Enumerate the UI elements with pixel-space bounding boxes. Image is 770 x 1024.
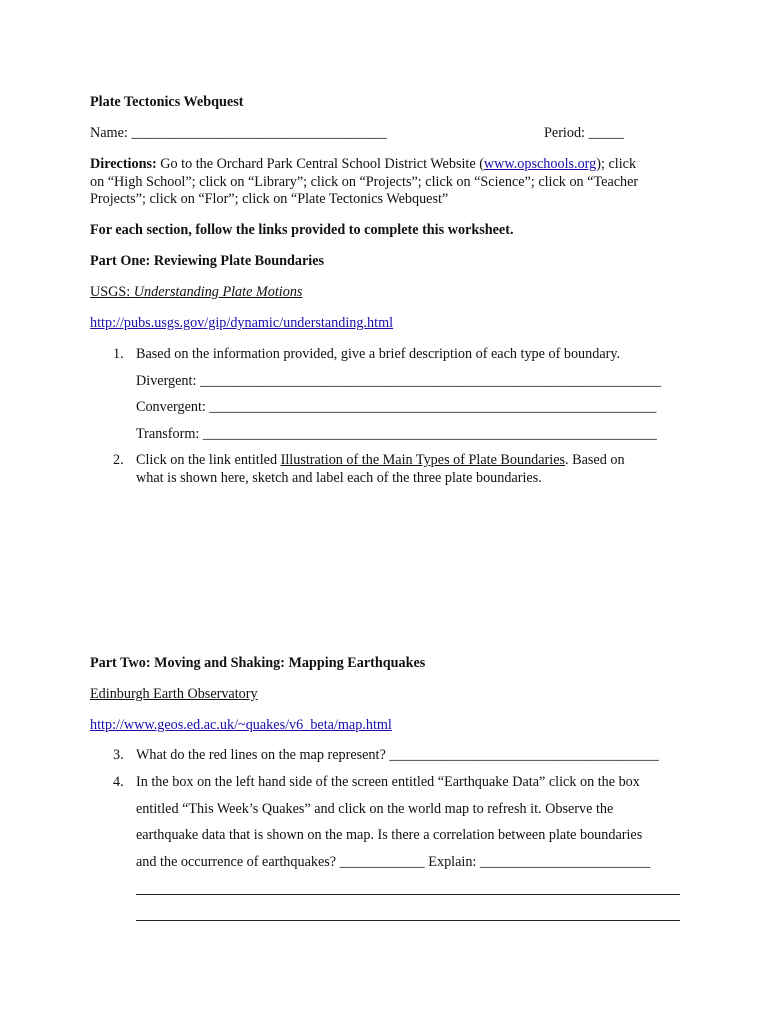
worksheet-title: Plate Tectonics Webquest [90,94,244,110]
directions-line-3: Projects”; click on “Flor”; click on “Plate Tectonics Webquest” [90,191,449,207]
question-1-number: 1. [113,346,124,362]
question-4-line-4[interactable]: and the occurrence of earthquakes? ____________ Explain: ________________________ [136,854,651,870]
edinburgh-link[interactable]: http://www.geos.ed.ac.uk/~quakes/v6_beta/map.html [90,717,392,733]
question-2-text [136,452,625,469]
question-4-line-1: In the box on the left hand side of the screen entitled “Earthquake Data” click on the box [136,774,640,790]
directions-text-2: ); click [596,156,637,172]
edinburgh-source: Edinburgh Earth Observatory [90,686,258,702]
usgs-link[interactable]: http://pubs.usgs.gov/gip/dynamic/understanding.html [90,315,394,331]
question-2-number: 2. [113,452,124,468]
answer-line-2[interactable] [136,920,680,921]
convergent-field[interactable]: Convergent: _______________________________________________________________ [136,399,657,415]
question-4-line-2: entitled “This Week’s Quakes” and click on the world map to refresh it. Observe the [136,801,614,817]
opschools-link[interactable]: www.opschools.org [483,156,597,172]
transform-field[interactable]: Transform: ________________________________________________________________ [136,426,657,442]
period-field[interactable]: Period: _____ [544,125,624,141]
question-2-text-1: Click on the link entitled [136,452,281,468]
question-4-line-3: earthquake data that is shown on the map. Is there a correlation between plate boundaries [136,827,643,843]
question-4-number: 4. [113,774,124,790]
directions-line-1 [90,156,636,173]
question-1-text: Based on the information provided, give a brief description of each type of boundary. [136,346,621,362]
divergent-field[interactable]: Divergent: _________________________________________________________________ [136,373,662,389]
usgs-source [90,284,302,301]
usgs-source-title: Understanding Plate Motions [133,284,303,300]
plate-boundaries-illustration-link[interactable]: Illustration of the Main Types of Plate Boundaries [280,452,566,468]
question-2-line-2: what is shown here, sketch and label each of the three plate boundaries. [136,470,542,486]
question-2-text-2: . Based on [565,452,625,468]
part-one-heading: Part One: Reviewing Plate Boundaries [90,253,325,269]
part-two-heading: Part Two: Moving and Shaking: Mapping Earthquakes [90,655,426,671]
question-3-text[interactable]: What do the red lines on the map represent? ______________________________________ [136,747,659,763]
directions-line-2: on “High School”; click on “Library”; click on “Projects”; click on “Science”; click on “Teacher [90,174,639,190]
directions-label: Directions: [90,156,157,172]
usgs-source-prefix: USGS: [90,284,134,300]
answer-line-1[interactable] [136,894,680,895]
directions-text-1: Go to the Orchard Park Central School District Website ( [156,156,484,172]
question-3-number: 3. [113,747,124,763]
instructions: For each section, follow the links provided to complete this worksheet. [90,222,514,238]
name-field[interactable]: Name: ____________________________________ [90,125,387,141]
